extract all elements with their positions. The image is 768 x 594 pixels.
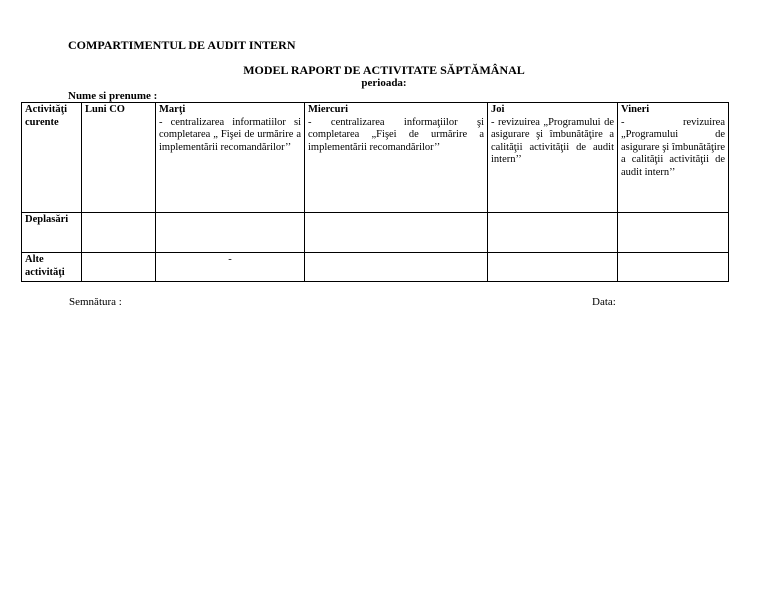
report-title: MODEL RAPORT DE ACTIVITATE SĂPTĂMÂNAL	[243, 63, 525, 77]
table-cell	[156, 213, 305, 253]
weekly-activity-table	[21, 102, 729, 282]
day-cell-monday	[82, 103, 156, 213]
tuesday-activity-text: - centralizarea informatiilor si completarea „ Fişei de urmărire a implementării recomandărilor’’	[159, 116, 301, 153]
table-cell	[618, 253, 729, 282]
date-label: Data:	[592, 296, 616, 308]
row-label-travel	[22, 213, 82, 253]
table-cell	[488, 213, 618, 253]
header-cell-label: Joi	[491, 104, 505, 115]
name-label: Nume si prenume :	[68, 90, 158, 102]
period-label: perioada:	[361, 77, 407, 89]
day-cell-wednesday	[305, 103, 488, 213]
table-cell	[305, 253, 488, 282]
header-cell-label: Marţi	[159, 104, 186, 115]
table-cell	[305, 213, 488, 253]
header-cell-label: Miercuri	[308, 104, 349, 115]
day-cell-thursday	[488, 103, 618, 213]
table-row	[22, 103, 729, 213]
row-label-text: Alte activităţi	[25, 254, 65, 278]
table-row	[22, 213, 729, 253]
department-heading: COMPARTIMENTUL DE AUDIT INTERN	[68, 38, 296, 52]
table-cell	[488, 253, 618, 282]
table-cell	[618, 213, 729, 253]
table-cell	[156, 253, 305, 282]
row-label-other	[22, 253, 82, 282]
table-cell	[82, 253, 156, 282]
header-cell-label: Vineri	[621, 104, 650, 115]
table-cell	[82, 213, 156, 253]
thursday-activity-text: - revizuirea „Programului de asigurare şi îmbunătăţire a calităţii activităţii de audit intern’’	[491, 116, 614, 165]
dash-mark: -	[228, 254, 232, 265]
day-cell-tuesday	[156, 103, 305, 213]
day-cell-friday	[618, 103, 729, 213]
header-cell-activities	[22, 103, 82, 213]
friday-activity-text: - revizuirea „Programului de asigurare şi îmbunătăţire a calităţii activităţii de audit intern’’	[621, 116, 725, 178]
header-cell-label: Luni CO	[85, 104, 125, 115]
header-cell-label: Activităţi curente	[25, 104, 67, 128]
signature-label: Semnătura :	[69, 296, 122, 308]
wednesday-activity-text: - centralizarea informaţiilor şi completarea „Fişei de urmărire a implementării recomandărilor’’	[308, 116, 484, 153]
row-label-text: Deplasări	[25, 214, 69, 225]
table-row	[22, 253, 729, 282]
